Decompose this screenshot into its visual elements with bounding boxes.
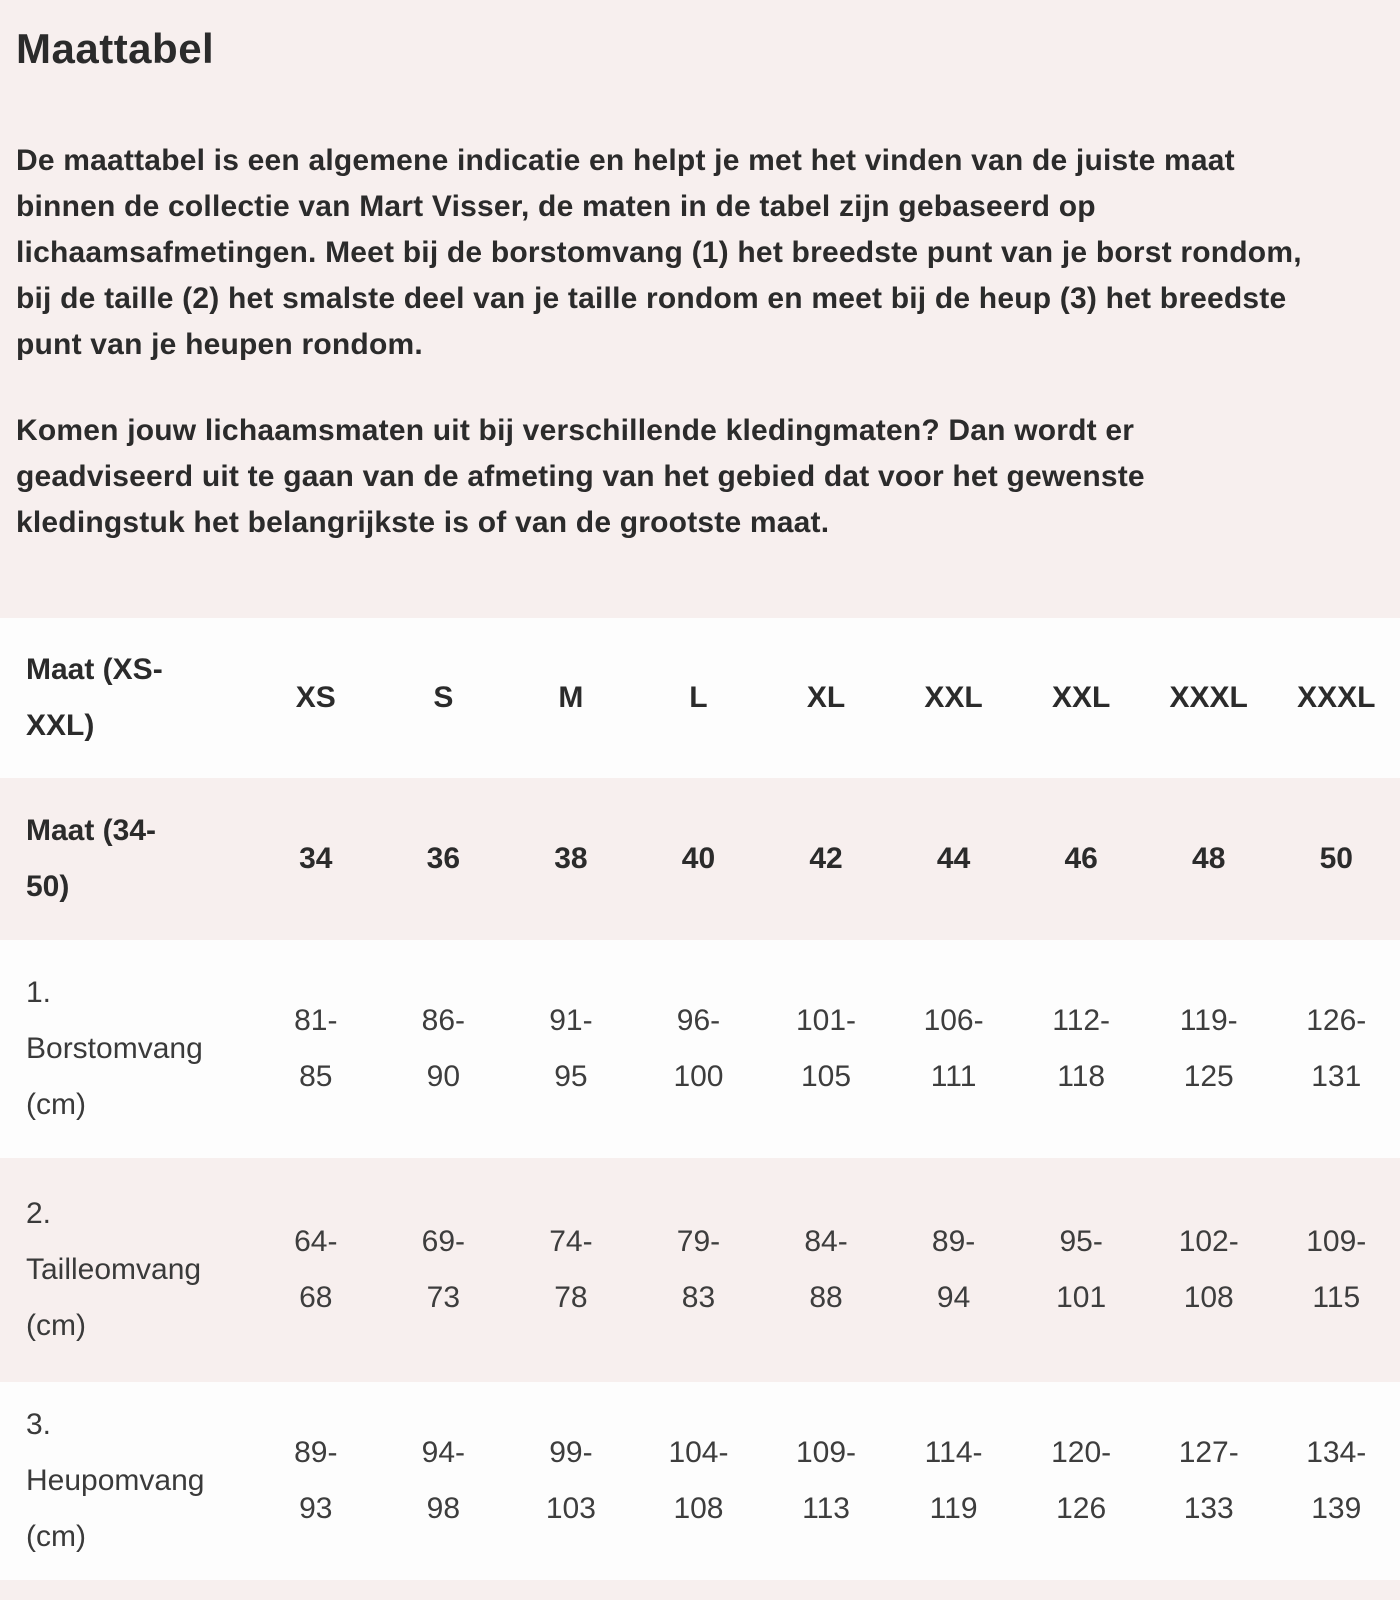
size-value-cell: 94- 98: [421, 1436, 466, 1525]
size-value-cell: 89- 94: [931, 1225, 976, 1314]
size-value-cell: 101- 105: [796, 1004, 857, 1093]
size-value-cell: 102- 108: [1178, 1225, 1239, 1314]
table-row: [0, 618, 1400, 778]
size-value-cell: 34: [299, 842, 333, 875]
size-value-cell: 79- 83: [676, 1225, 721, 1314]
size-value-cell: XXXL: [1169, 681, 1248, 714]
size-value-cell: M: [558, 681, 584, 714]
size-value-cell: 69- 73: [421, 1225, 466, 1314]
row-label: 3. Heupomvang (cm): [26, 1408, 205, 1553]
size-value-cell: 126- 131: [1306, 1004, 1367, 1093]
size-value-cell: 96- 100: [673, 1004, 724, 1093]
size-value-cell: 86- 90: [421, 1004, 466, 1093]
size-table: [0, 618, 1400, 1580]
row-label: Maat (34- 50): [26, 814, 157, 903]
size-value-cell: 106- 111: [923, 1004, 984, 1093]
size-value-cell: 46: [1064, 842, 1098, 875]
size-value-cell: 95- 101: [1056, 1225, 1107, 1314]
row-label: 1. Borstomvang (cm): [26, 976, 203, 1121]
table-row: [0, 940, 1400, 1158]
size-value-cell: L: [689, 681, 708, 714]
size-value-cell: 74- 78: [549, 1225, 593, 1314]
size-value-cell: 109- 115: [1306, 1225, 1367, 1314]
row-label: Maat (XS- XXL): [26, 653, 163, 742]
size-value-cell: 91- 95: [549, 1004, 593, 1093]
size-value-cell: 89- 93: [294, 1436, 338, 1525]
table-row: [0, 1382, 1400, 1580]
intro-paragraph-1: De maattabel is een algemene indicatie en helpt je met het vinden van de juiste maat binnen de collectie van Mart Visser, de maten in de tabel zijn gebaseerd op lichaamsafmetingen. Meet bij de borstomvang (1) het breedste punt van je borst rondom, bij de taille (2) het smalste deel van je taille rondom en meet bij de heup (3) het breedste punt van je heupen rondom.: [16, 144, 1302, 361]
size-value-cell: 119- 125: [1179, 1004, 1238, 1093]
size-value-cell: 42: [809, 842, 843, 875]
size-value-cell: 44: [936, 842, 971, 875]
table-row: [0, 778, 1400, 940]
page-title: Maattabel: [16, 25, 215, 72]
table-row: [0, 1158, 1400, 1382]
size-chart-section: [0, 0, 1400, 546]
size-value-cell: 84- 88: [804, 1225, 848, 1314]
size-value-cell: 109- 113: [796, 1436, 857, 1525]
size-value-cell: 104- 108: [668, 1436, 729, 1525]
size-value-cell: XXL: [924, 681, 983, 714]
size-value-cell: 134- 139: [1306, 1436, 1367, 1525]
size-value-cell: 99- 103: [545, 1436, 596, 1525]
size-value-cell: 36: [426, 842, 461, 875]
next-row-partial: [0, 1580, 1400, 1598]
size-value-cell: XXXL: [1297, 681, 1376, 714]
size-value-cell: 64- 68: [294, 1225, 338, 1314]
size-value-cell: 114- 119: [924, 1436, 983, 1525]
size-value-cell: XL: [806, 681, 846, 714]
row-label: 2. Tailleomvang (cm): [26, 1197, 202, 1342]
size-value-cell: XS: [295, 681, 336, 714]
size-value-cell: 127- 133: [1178, 1436, 1239, 1525]
size-value-cell: 81- 85: [294, 1004, 338, 1093]
size-value-cell: 38: [554, 842, 588, 875]
intro-paragraph-2: Komen jouw lichaamsmaten uit bij verschillende kledingmaten? Dan wordt er geadviseerd uit te gaan van de afmeting van het gebied dat voor het gewenste kledingstuk het belangrijkste is of van de grootste maat.: [16, 414, 1145, 539]
size-value-cell: 50: [1319, 842, 1353, 875]
size-value-cell: XXL: [1051, 681, 1111, 714]
size-value-cell: 48: [1192, 842, 1226, 875]
size-value-cell: 40: [681, 842, 716, 875]
size-value-cell: 120- 126: [1051, 1436, 1112, 1525]
size-value-cell: 112- 118: [1052, 1004, 1111, 1093]
size-value-cell: S: [433, 681, 454, 714]
